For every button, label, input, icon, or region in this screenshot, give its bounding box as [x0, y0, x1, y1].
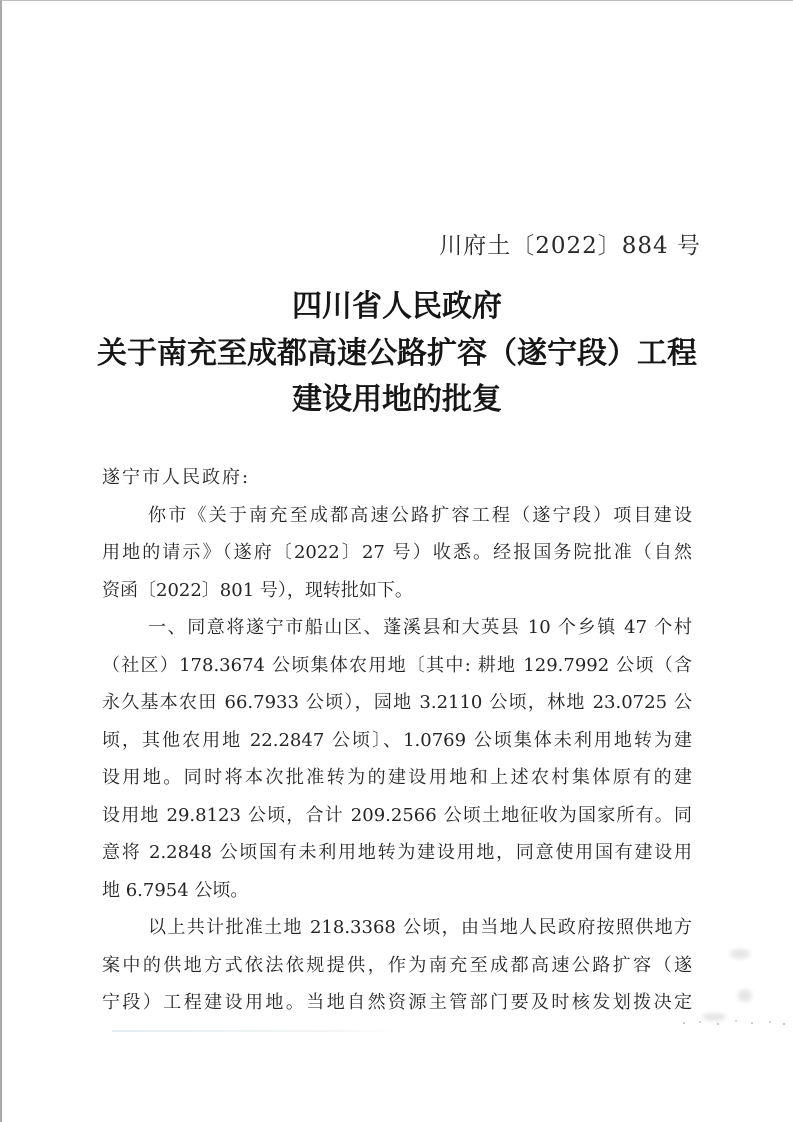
body-line: 案中的供地方式依法依规提供，作为南充至成都高速公路扩容（遂	[102, 954, 692, 976]
body-line: 宁段）工程建设用地。当地自然资源主管部门要及时核发划拨决定	[102, 992, 692, 1013]
body-line: 资函〔2022〕801 号），现转批如下。	[102, 579, 413, 601]
body-line: 以上共计批准土地 218.3368 公顷，由当地人民政府按照供地方	[148, 917, 692, 938]
scan-artifact-line	[112, 1030, 402, 1032]
body-line: 设用地。同时将本次批准转为的建设用地和上述农村集体原有的建	[102, 767, 692, 788]
scan-smudge	[730, 949, 750, 959]
body-line: 意将 2.2848 公顷国有未利用地转为建设用地，同意使用国有建设用	[102, 842, 692, 863]
body-line: 永久基本农田 66.7933 公顷），园地 3.2110 公顷，林地 23.0725 公	[102, 692, 692, 713]
body-line: （社区）178.3674 公顷集体农用地〔其中: 耕地 129.7992 公顷（含	[102, 654, 692, 676]
body-line: 顷，其他农用地 22.2847 公顷〕、1.0769 公顷集体未利用地转为建	[102, 729, 692, 751]
body-line: 一、同意将遂宁市船山区、蓬溪县和大英县 10 个乡镇 47 个村	[148, 617, 692, 638]
body-line: 用地的请示》（遂府〔2022〕27 号）收悉。经报国务院批准（自然	[102, 542, 692, 563]
body-line: 你市《关于南充至成都高速公路扩容工程（遂宁段）项目建设	[148, 504, 692, 526]
scan-noise	[678, 1019, 790, 1027]
body-line: 地 6.7954 公顷。	[102, 879, 249, 901]
body-line: 设用地 29.8123 公顷，合计 209.2566 公顷土地征收为国家所有。同	[102, 804, 692, 826]
document-title	[47, 284, 747, 424]
title-line-1: 四川省人民政府	[292, 289, 502, 324]
salutation-line: 遂宁市人民政府:	[102, 467, 251, 488]
title-line-3: 建设用地的批复	[292, 382, 502, 417]
scan-smudge	[738, 989, 752, 1002]
document-body	[102, 459, 692, 1022]
title-line-2: 关于南充至成都高速公路扩容（遂宁段）工程	[97, 335, 697, 371]
doc-number: 川府土〔2022〕884 号	[439, 233, 701, 259]
